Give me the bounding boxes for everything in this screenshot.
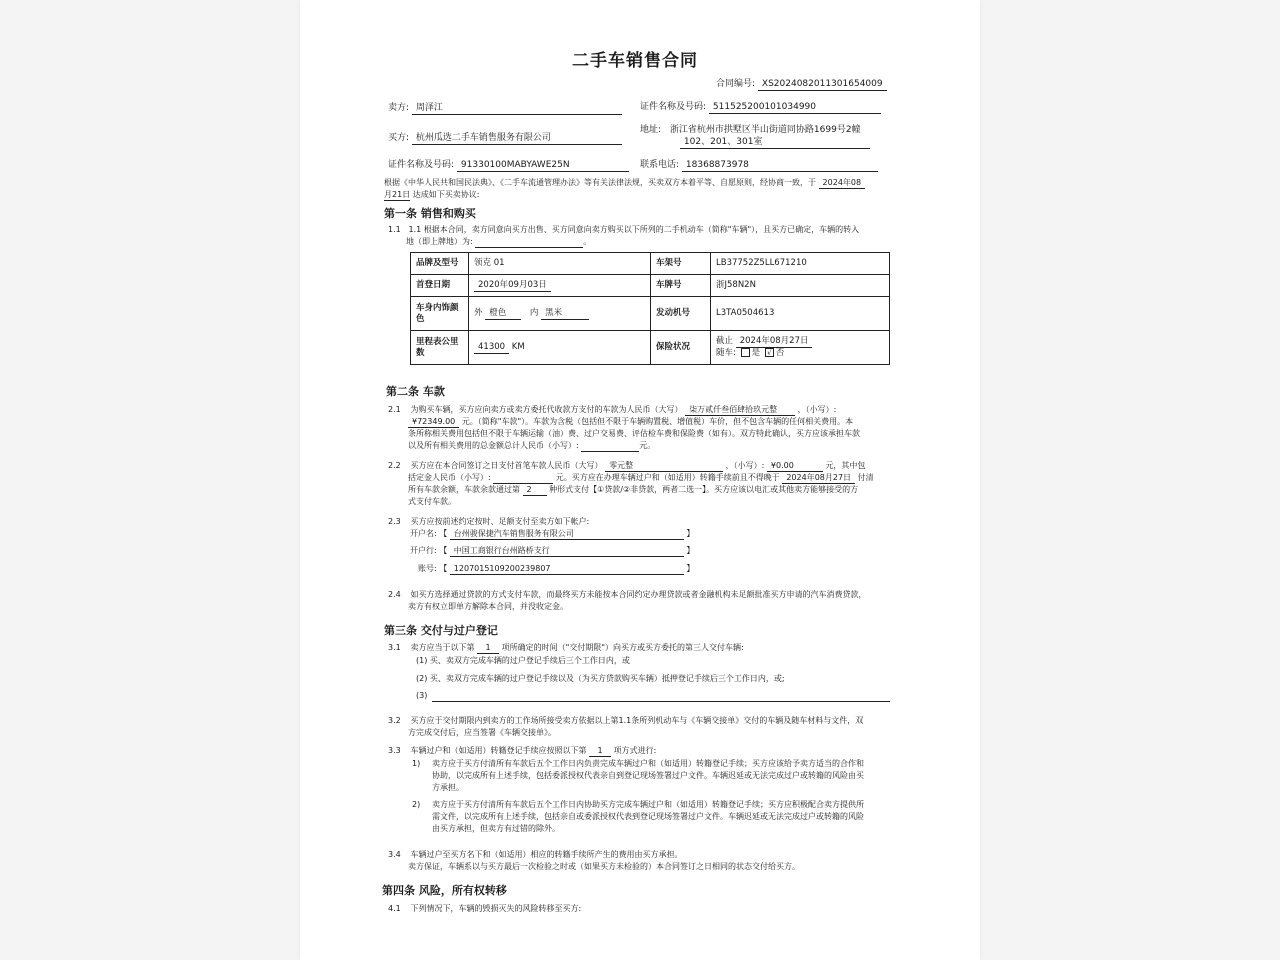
contract-number-row bbox=[716, 78, 887, 91]
clause-3-3-number: 3.3 bbox=[388, 746, 401, 755]
clause-3-3-item: 1 bbox=[589, 745, 611, 757]
plate-value: 浙J58N2N bbox=[711, 275, 890, 297]
clause-3-1-option-1: (1) 买、卖双方完成车辆的过户登记手续后三个工作日内，或 bbox=[416, 656, 630, 665]
article-1-title: 第一条 销售和购买 bbox=[384, 207, 476, 220]
clause-2-1-text-4: 以及所有相关费用的总金额总计人民币（小写）: bbox=[408, 441, 579, 450]
brand-label: 品牌及型号 bbox=[411, 253, 469, 275]
insurance-no-checkbox[interactable]: √ bbox=[765, 348, 774, 357]
clause-1-1-text-2: 地（即上牌地）为: bbox=[406, 237, 473, 246]
clause-2-4-line-2: 卖方有权立即单方解除本合同，并没收定金。 bbox=[408, 602, 568, 611]
clause-3-1-line-1 bbox=[388, 642, 744, 654]
clause-1-1-line-2 bbox=[406, 236, 591, 248]
brand-value: 领克 01 bbox=[469, 253, 651, 275]
clause-3-2-line-2: 方完成交付后，应当签署《车辆交接单》。 bbox=[408, 728, 556, 737]
clause-1-1-number: 1.1 bbox=[388, 225, 401, 234]
buyer-id-row bbox=[388, 159, 629, 172]
clause-2-1-line-4 bbox=[408, 440, 655, 452]
clause-3-3-item-1-line-1: 卖方应于买方付清所有车款后五个工作日内负责完成车辆过户和（如适用）转籍登记手续；买方应该给予卖方适当的合作和 bbox=[432, 759, 864, 768]
contract-number-label: 合同编号: bbox=[716, 79, 756, 89]
clause-2-2-number: 2.2 bbox=[388, 461, 401, 470]
buyer-row bbox=[388, 132, 622, 145]
clause-3-1-option-3-blank[interactable] bbox=[432, 701, 890, 702]
clause-2-2-text-3b: 种形式支付【①贷款/②非贷款，两者二选一】。买方应该以电汇或其他卖方能够接受的方 bbox=[549, 485, 859, 494]
clause-2-2-text-1b: ，（小写）: bbox=[725, 461, 765, 470]
clause-3-3-text-1a: 车辆过户和（如适用）转籍登记手续应按照以下第 bbox=[410, 746, 587, 755]
preamble-date-2: 月21日 bbox=[384, 190, 411, 199]
buyer-name: 杭州瓜选二手车销售服务有限公司 bbox=[412, 132, 622, 145]
buyer-label: 买方: bbox=[388, 133, 410, 143]
clause-2-2-line-1 bbox=[388, 460, 865, 472]
clause-2-3-line-1 bbox=[388, 516, 589, 527]
clause-2-1-amount: ¥72349.00 bbox=[408, 416, 459, 428]
engine-value: L3TA0504613 bbox=[711, 297, 890, 331]
phone-row bbox=[640, 159, 878, 172]
mileage-label: 里程表公里数 bbox=[411, 331, 469, 365]
clause-2-2-text-2b: 元。买方应在办理车辆过户和（如适用）转籍手续前且不得晚于 bbox=[555, 473, 780, 482]
clause-2-2-text-1a: 买方应在本合同签订之日支付首笔车款人民币（大写） bbox=[410, 461, 603, 470]
clause-3-4-line-2: 卖方保证，车辆系以与买方最后一次检验之时或（如果买方未检验的）本合同签订之日相同的状态交付给买方。 bbox=[408, 862, 800, 871]
clause-2-1-end: 元。 bbox=[639, 441, 656, 450]
clause-1-1-line-1 bbox=[388, 224, 859, 235]
clause-2-2-first-cn: 零元整 bbox=[605, 460, 723, 472]
clause-3-1-text-1a: 卖方应当于以下第 bbox=[410, 643, 475, 652]
clause-2-1-line-2 bbox=[408, 416, 853, 428]
insurance-with-car-label: 随车: bbox=[716, 348, 736, 358]
seller-id-label: 证件名称及号码: bbox=[640, 102, 707, 112]
clause-2-2-line-2 bbox=[408, 472, 874, 484]
first-reg-value: 2020年09月03日 bbox=[474, 280, 551, 292]
seller-id-row bbox=[640, 101, 881, 114]
clause-2-4-text-1: 如买方选择通过贷款的方式支付车款，而最终买方未能按本合同约定办理贷款或者金融机构未足额批准买方申请的汽车消费贷款， bbox=[410, 590, 867, 599]
clause-2-1-line-3: 条所称相关费用包括但不限于车辆运输（油）费、过户交易费、评估检车费和保险费（如有）。双方特此确认，买方应该承担车款 bbox=[408, 429, 860, 438]
engine-label: 发动机号 bbox=[651, 297, 711, 331]
clause-3-2-line-1 bbox=[388, 715, 863, 726]
account-name-value: 台州骏保捷汽车销售服务有限公司 bbox=[450, 528, 684, 540]
clause-1-1-text-1: 1.1 根据本合同，卖方同意向买方出售、买方同意向卖方购买以下所列的二手机动车（简称"车辆"），且买方已确定，车辆的转入 bbox=[408, 225, 860, 234]
article-3-title: 第三条 交付与过户登记 bbox=[384, 624, 498, 637]
clause-2-2-text-2c: 付清 bbox=[857, 473, 874, 482]
preamble-line-1 bbox=[384, 177, 865, 189]
clause-2-2-line-3 bbox=[408, 484, 858, 496]
bank-label: 开户行: bbox=[410, 546, 437, 555]
clause-1-1-end: 。 bbox=[583, 237, 592, 246]
account-number-row: 账号: 【 1207015109200239807 】 bbox=[418, 564, 695, 573]
vin-value: LB37752Z5LL671210 bbox=[711, 253, 890, 275]
clause-2-1-number: 2.1 bbox=[388, 405, 401, 414]
clause-3-2-number: 3.2 bbox=[388, 716, 401, 725]
clause-4-1-line-1 bbox=[388, 903, 581, 914]
color-label: 车身内饰颜色 bbox=[411, 297, 469, 331]
clause-3-3-item-1-line-2: 协助，以完成所有上述手续，包括委派授权代表亲自到登记现场签署过户文件。车辆迟延或无法完成过户或转籍的风险由买 bbox=[432, 771, 864, 780]
clause-3-2-text-1: 买方应于交付期限内到卖方的工作场所接受卖方依据以上第1.1条所列机动车与《车辆交接单》交付的车辆及随车材料与文件，双 bbox=[410, 716, 864, 725]
first-reg-label: 首登日期 bbox=[411, 275, 469, 297]
clause-2-2-line-4: 式支付车款。 bbox=[408, 497, 456, 506]
seller-id-value: 511525200101034990 bbox=[709, 101, 881, 114]
preamble-text-1: 根据《中华人民共和国民法典》、《二手车流通管理办法》等有关法律法规，买卖双方本着平等、自愿原则，经协商一致，于 bbox=[384, 178, 816, 187]
clause-2-4-line-1 bbox=[388, 589, 867, 600]
clause-3-1-number: 3.1 bbox=[388, 643, 401, 652]
document-title: 二手车销售合同 bbox=[572, 51, 698, 71]
mileage-value: 41300 bbox=[474, 342, 509, 354]
clause-2-3-text: 买方应按前述约定按时、足额支付至卖方如下帐户: bbox=[410, 517, 590, 526]
address-line-2: 102、201、301室 bbox=[680, 136, 870, 149]
bank-row: 开户行: 【 中国工商银行台州路桥支行 】 bbox=[410, 546, 695, 555]
insurance-label: 保险状况 bbox=[651, 331, 711, 365]
clause-4-1-number: 4.1 bbox=[388, 904, 401, 913]
phone-value: 18368873978 bbox=[682, 159, 878, 172]
clause-3-4-number: 3.4 bbox=[388, 850, 401, 859]
interior-color: 黑米 bbox=[541, 308, 589, 320]
clause-2-2-first-amount: ¥0.00 bbox=[767, 460, 823, 472]
clause-3-3-item-1-line-3: 方承担。 bbox=[432, 783, 464, 792]
preamble-date-1: 2024年08 bbox=[819, 177, 866, 189]
contract-page bbox=[300, 0, 980, 960]
address-label: 地址: bbox=[640, 125, 662, 135]
buyer-id-label: 证件名称及号码: bbox=[388, 160, 455, 170]
clause-4-1-text: 下列情况下，车辆的毁损灭失的风险转移至买方: bbox=[410, 904, 582, 913]
clause-2-3-number: 2.3 bbox=[388, 517, 401, 526]
plate-label: 车牌号 bbox=[651, 275, 711, 297]
insurance-yes-label: 是 bbox=[751, 348, 761, 358]
clause-2-1-text-1a: 为购买车辆，买方应向卖方或卖方委托代收款方支付的车款为人民币（大写） bbox=[410, 405, 683, 414]
address-line-1: 浙江省杭州市拱墅区半山街道同协路1699号2幢 bbox=[669, 125, 861, 135]
clause-3-4-text-1: 车辆过户至买方名下和（如适用）相应的转籍手续所产生的费用由买方承担。 bbox=[410, 850, 683, 859]
clause-3-4-line-1 bbox=[388, 849, 683, 860]
clause-3-3-line-1 bbox=[388, 745, 656, 757]
clause-3-1-text-1b: 项所确定的时间（"交付期限"）向买方或买方委托的第三人交付车辆: bbox=[501, 643, 744, 652]
clause-2-1-text-2: 元。（简称"车款"）。车款为含税（包括但不限于车辆购置税、增值税）车价，但不包含车辆的任何相关费用。本 bbox=[461, 417, 854, 426]
account-name-row: 开户名: 【 台州骏保捷汽车销售服务有限公司 】 bbox=[410, 529, 695, 538]
seller-name: 周泽江 bbox=[412, 102, 622, 115]
clause-2-1-text-1b: ，（小写）: bbox=[797, 405, 837, 414]
clause-2-2-deadline: 2024年08月27日 bbox=[782, 472, 855, 484]
account-name-label: 开户名: bbox=[410, 529, 437, 538]
article-2-title: 第二条 车款 bbox=[386, 385, 445, 398]
bank-value: 中国工商银行台州路桥支行 bbox=[450, 545, 684, 557]
seller-row bbox=[388, 102, 622, 115]
vehicle-table bbox=[410, 252, 890, 365]
exterior-color: 橙色 bbox=[485, 308, 521, 320]
clause-3-3-item-2-number: 2) bbox=[412, 800, 421, 809]
mileage-unit: KM bbox=[511, 341, 525, 352]
clause-2-1-amount-cn: 柒万贰仟叁佰肆拾玖元整 bbox=[685, 404, 795, 416]
address-row bbox=[640, 124, 890, 149]
clause-3-3-item-2-line-3: 由买方承担，但卖方有过错的除外。 bbox=[432, 824, 560, 833]
article-4-title: 第四条 风险，所有权转移 bbox=[382, 884, 507, 897]
insurance-until-date: 2024年08月27日 bbox=[736, 336, 813, 348]
clause-2-2-text-1c: 元，其中包 bbox=[825, 461, 866, 470]
clause-3-1-option-3: (3) bbox=[416, 691, 428, 700]
clause-3-3-item-1-number: 1) bbox=[412, 759, 421, 768]
interior-label: 内 bbox=[529, 307, 539, 318]
seller-label: 卖方: bbox=[388, 103, 410, 113]
clause-2-2-text-3a: 所有车款余额，车款余款通过第 bbox=[408, 485, 520, 494]
clause-3-1-item: 1 bbox=[477, 642, 499, 654]
buyer-id-value: 91330100MABYAWE25N bbox=[457, 159, 629, 172]
clause-3-1-option-2: (2) 买、卖双方完成车辆的过户登记手续以及（为买方贷款购买车辆）抵押登记手续后三个工作日内，或; bbox=[416, 674, 785, 683]
contract-number-value: XS20240820113016540​09 bbox=[758, 78, 887, 91]
insurance-until-label: 截止 bbox=[716, 336, 734, 346]
preamble-text-2: 达成如下买卖协议: bbox=[412, 190, 480, 199]
clause-2-2-method: 2 bbox=[523, 484, 547, 496]
insurance-no-label: 否 bbox=[775, 348, 785, 358]
phone-label: 联系电话: bbox=[640, 160, 680, 170]
preamble-line-2 bbox=[384, 189, 479, 201]
exterior-label: 外 bbox=[474, 307, 483, 318]
clause-3-3-item-2-line-2: 需文件，以完成所有上述手续，包括亲自或委派授权代表到登记现场签署过户文件。车辆迟延或无法完成过户或转籍的风险 bbox=[432, 812, 864, 821]
clause-3-3-text-1b: 项方式进行: bbox=[613, 746, 657, 755]
vin-label: 车架号 bbox=[651, 253, 711, 275]
clause-2-2-text-2a: 括定金人民币（小写）: bbox=[408, 473, 491, 482]
insurance-yes-checkbox[interactable] bbox=[741, 348, 750, 357]
clause-2-1-line-1 bbox=[388, 404, 836, 416]
account-number-label: 账号: bbox=[418, 564, 437, 573]
clause-2-4-number: 2.4 bbox=[388, 590, 401, 599]
clause-3-3-item-2-line-1: 卖方应于买方付清所有车款后五个工作日内协助买方完成车辆过户和（如适用）转籍登记手续；买方应积极配合卖方提供所 bbox=[432, 800, 864, 809]
account-number-value: 1207015109200239807 bbox=[450, 563, 684, 575]
